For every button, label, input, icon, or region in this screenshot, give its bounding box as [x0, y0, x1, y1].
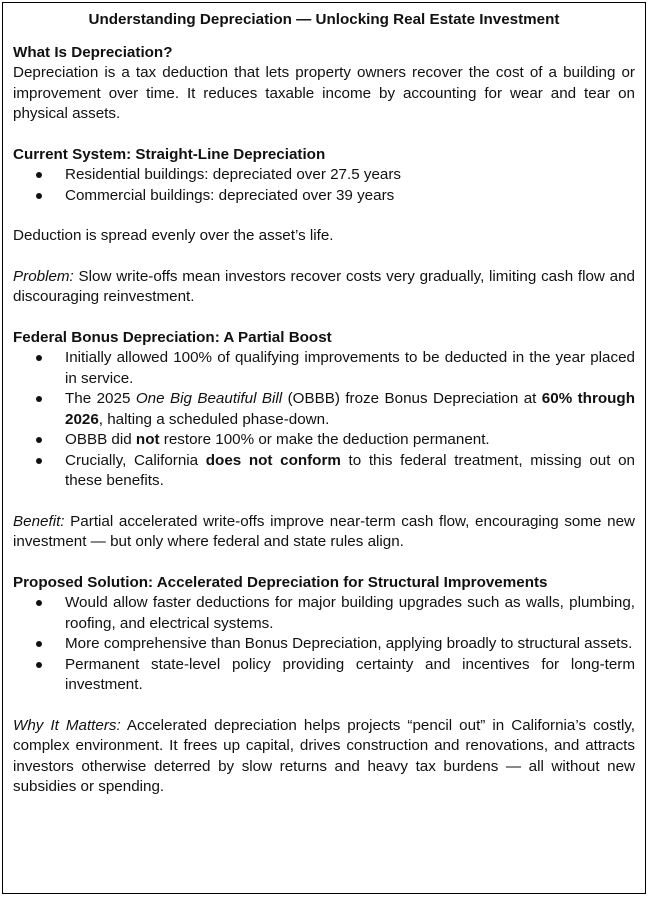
bullet-icon	[36, 193, 42, 199]
bullet-icon	[36, 641, 42, 647]
benefit-paragraph	[13, 512, 635, 553]
problem-label: Problem:	[13, 267, 74, 285]
list-item: The 2025 One Big Beautiful Bill (OBBB) froze Bonus Depreciation at 60% through 2026, halting a scheduled phase-down.	[13, 389, 635, 430]
list-item: More comprehensive than Bonus Depreciation, applying broadly to structural assets.	[13, 634, 635, 655]
bullet-icon	[36, 662, 42, 668]
benefit-text: Partial accelerated write-offs improve near-term cash flow, encouraging some new investment — but only where federal and state rules align.	[13, 512, 635, 550]
list-item: Residential buildings: depreciated over 27.5 years	[13, 165, 635, 186]
document-title: Understanding Depreciation — Unlocking Real Estate Investment	[88, 11, 560, 28]
why-text: Accelerated depreciation helps projects “pencil out” in California’s costly, complex environment. It frees up capital, drives construction and renovations, and attracts investors otherwise deterred by slow returns and heavy tax burdens — all without new subsidies or spending.	[13, 716, 636, 795]
list-item: Would allow faster deductions for major building upgrades such as walls, plumbing, roofing, and electrical systems.	[13, 593, 635, 634]
list-item: Commercial buildings: depreciated over 39 years	[13, 186, 635, 207]
current-bullet-list	[13, 165, 635, 206]
federal-heading: Federal Bonus Depreciation: A Partial Boost	[13, 328, 332, 346]
current-note: Deduction is spread evenly over the asset’s life.	[13, 227, 334, 244]
why-paragraph	[13, 716, 635, 798]
bullet-icon	[36, 396, 42, 402]
what-heading: What Is Depreciation?	[13, 43, 173, 61]
list-item: Initially allowed 100% of qualifying improvements to be deducted in the year placed in service.	[13, 348, 635, 389]
current-heading: Current System: Straight-Line Depreciation	[13, 145, 326, 163]
bullet-icon	[36, 458, 42, 464]
bill-name: One Big Beautiful Bill	[135, 390, 283, 407]
bullet-icon	[36, 437, 42, 443]
list-item: OBBB did not restore 100% or make the deduction permanent.	[13, 430, 635, 451]
problem-paragraph	[13, 267, 635, 308]
bullet-icon	[36, 172, 42, 178]
why-label: Why It Matters:	[13, 716, 121, 734]
problem-text: Slow write-offs mean investors recover costs very gradually, limiting cash flow and discouraging reinvestment.	[13, 267, 635, 305]
proposed-heading: Proposed Solution: Accelerated Depreciation for Structural Improvements	[13, 573, 548, 591]
federal-bullet-list	[13, 348, 635, 492]
bullet-icon	[36, 355, 42, 361]
benefit-label: Benefit:	[13, 512, 65, 530]
document-page	[2, 2, 646, 894]
bullet-icon	[36, 600, 42, 606]
proposed-bullet-list	[13, 593, 635, 696]
what-body: Depreciation is a tax deduction that lets property owners recover the cost of a building or improvement over time. It reduces taxable income by accounting for wear and tear on physical assets.	[13, 64, 635, 122]
list-item: Permanent state-level policy providing certainty and incentives for long-term investment.	[13, 655, 635, 696]
list-item: Crucially, California does not conform to this federal treatment, missing out on these benefits.	[13, 451, 635, 492]
